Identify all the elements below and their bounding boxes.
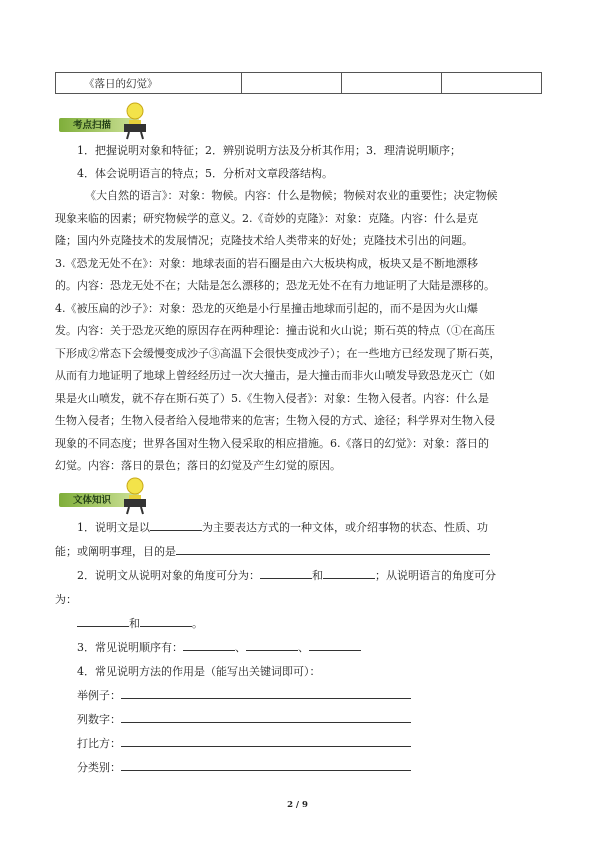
q2-text: 为： (55, 593, 77, 606)
text-line: 隆；国内外克隆技术的发展情况；克隆技术给人类带来的好处；克隆技术引出的问题。 (55, 234, 473, 247)
q3-sep: 、 (298, 641, 309, 654)
reading-figure-icon (115, 102, 155, 140)
text-line: 的。内容：恐龙无处不在；大陆是怎么漂移的；恐龙无处不在有力地证明了大陆是漂移的。 (55, 279, 495, 292)
q2-text: 2．说明文从说明对象的角度可分为： (77, 569, 260, 582)
text-line: 1．把握说明对象和特征；2．辨别说明方法及分析其作用；3．理清说明顺序； (77, 144, 461, 157)
badge-label: 文体知识 (73, 495, 112, 506)
q2-text: 和 (129, 617, 140, 630)
section1-text (55, 140, 542, 478)
method-line (55, 684, 542, 708)
answer-blank[interactable] (260, 565, 312, 579)
text-line: 生物入侵者；生物入侵者给入侵地带来的危害；生物入侵的方式、途径；科学界对生物入侵 (55, 414, 495, 427)
table-cell (242, 73, 342, 94)
answer-blank[interactable] (183, 637, 235, 651)
table-cell (342, 73, 442, 94)
method-line (55, 708, 542, 732)
q2-text: 和 (312, 569, 323, 582)
q1-text: 能；或阐明事理，目的是 (55, 545, 176, 558)
section2-text (55, 516, 542, 780)
text-line: 《大自然的语言》：对象：物候。内容：什么是物候；物候对农业的重要性；决定物候 (85, 189, 498, 202)
summary-table (55, 72, 542, 94)
text-line: 幻觉。内容：落日的景色；落日的幻觉及产生幻觉的原因。 (55, 459, 341, 472)
text-line: 4.《被压扁的沙子》：对象：恐龙的灭绝是小行星撞击地球而引起的，而不是因为火山爆 (55, 301, 478, 315)
text-line: 3.《恐龙无处不在》：对象：地球表面的岩石圈是由六大板块构成，板块又是不断地漂移 (55, 256, 478, 270)
table-cell-title: 《落日的幻觉》 (56, 73, 242, 94)
question-1-line-1 (55, 516, 542, 540)
answer-blank[interactable] (121, 757, 411, 771)
answer-blank[interactable] (121, 709, 411, 723)
q3-sep: 、 (235, 641, 246, 654)
answer-blank[interactable] (150, 517, 202, 531)
answer-blank[interactable] (121, 733, 411, 747)
method-label: 列数字： (77, 713, 121, 726)
answer-blank[interactable] (77, 613, 129, 627)
question-2-line-1 (55, 564, 542, 588)
text-line: 现象的不同态度；世界各国对生物入侵采取的相应措施。6.《落日的幻觉》：对象：落日的 (55, 436, 489, 450)
table-row (56, 73, 542, 94)
text-line: 从而有力地证明了地球上曾经经历过一次大撞击，是大撞击而非火山喷发导致恐龙灭亡（如 (55, 369, 495, 382)
question-3 (55, 636, 542, 660)
reading-figure-icon (115, 477, 155, 515)
question-1-line-2 (55, 540, 542, 564)
answer-blank[interactable] (323, 565, 375, 579)
method-label: 打比方： (77, 737, 121, 750)
question-4: 4．常见说明方法的作用是（能写出关键词即可）： (77, 665, 321, 678)
section-badge-kaodian (55, 102, 165, 142)
q2-text: ；从说明语言的角度可分 (375, 569, 496, 582)
answer-blank[interactable] (176, 541, 490, 555)
question-2-line-2 (55, 588, 542, 612)
method-label: 分类别： (77, 761, 121, 774)
q1-text: 1．说明文是以 (77, 521, 150, 534)
question-2-line-3 (55, 612, 542, 636)
method-label: 举例子： (77, 689, 121, 702)
method-line (55, 756, 542, 780)
badge-label: 考点扫描 (73, 120, 112, 131)
answer-blank[interactable] (309, 637, 361, 651)
q3-text: 3．常见说明顺序有： (77, 641, 183, 654)
text-line: 发。内容：关于恐龙灭绝的原因存在两种理论：撞击说和火山说；斯石英的特点（①在高压 (55, 324, 495, 337)
section-badge-wenti (55, 477, 165, 517)
answer-blank[interactable] (140, 613, 192, 627)
page-number: 2 / 9 (287, 800, 308, 810)
text-line: 下形成②常态下会缓慢变成沙子③高温下会很快变成沙子）；在一些地方已经发现了斯石英， (55, 346, 501, 360)
table-cell (442, 73, 542, 94)
method-line (55, 732, 542, 756)
text-line: 4．体会说明语言的特点；5．分析对文章段落结构。 (77, 166, 333, 180)
text-line: 果是火山喷发，就不存在斯石英了）5.《生物入侵者》：对象：生物入侵者。内容：什么是 (55, 391, 489, 405)
text-line: 现象来临的因素；研究物候学的意义。2.《奇妙的克隆》：对象：克隆。内容：什么是克 (55, 211, 478, 225)
answer-blank[interactable] (121, 685, 411, 699)
q2-text: 。 (192, 617, 203, 630)
q1-text: 为主要表达方式的一种文体，或介绍事物的状态、性质、功 (202, 521, 488, 534)
answer-blank[interactable] (246, 637, 298, 651)
